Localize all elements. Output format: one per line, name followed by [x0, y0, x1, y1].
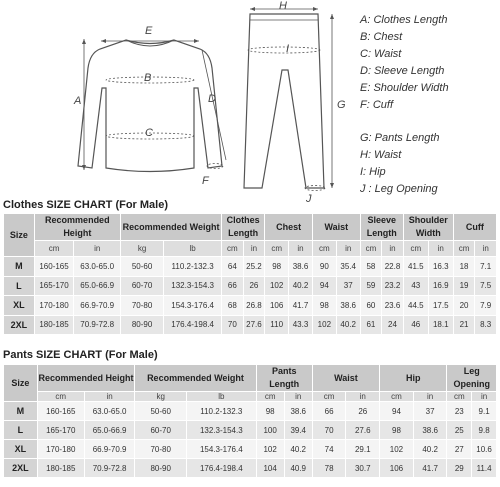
table-cell: 60-70: [120, 276, 163, 296]
size-label: XL: [4, 296, 35, 316]
legend-item: H: Waist: [360, 149, 402, 161]
unit-header: in: [428, 241, 453, 257]
legend-item: F: Cuff: [360, 99, 394, 111]
table-cell: 41.7: [413, 459, 447, 478]
table-cell: 98: [380, 421, 414, 440]
size-label: L: [4, 276, 35, 296]
table-cell: 165-170: [37, 421, 84, 440]
unit-header: in: [382, 241, 404, 257]
label-h: H: [279, 0, 287, 12]
table-cell: 23.2: [382, 276, 404, 296]
label-i: I: [286, 43, 290, 55]
table-cell: 110.2-132.3: [164, 257, 222, 277]
header-cuff: Cuff: [453, 214, 496, 241]
table-cell: 102: [312, 315, 336, 335]
header-size: Size: [4, 365, 38, 402]
pants-outline: [244, 14, 324, 188]
table-cell: 40.9: [284, 459, 312, 478]
legend-item: C: Waist: [360, 48, 402, 60]
legend-item: G: Pants Length: [360, 132, 440, 144]
unit-header: in: [243, 241, 265, 257]
unit-header: in: [336, 241, 360, 257]
table-cell: 70: [312, 421, 346, 440]
table-cell: 94: [380, 402, 414, 421]
table-cell: 78: [312, 459, 346, 478]
table-cell: 63.0-65.0: [74, 257, 121, 277]
table-cell: 35.4: [336, 257, 360, 277]
table-cell: 66: [312, 402, 346, 421]
table-cell: 38.6: [336, 296, 360, 316]
legend-item: B: Chest: [360, 31, 403, 43]
table-cell: 64: [222, 257, 244, 277]
table-cell: 26: [346, 402, 380, 421]
pants-size-table: [3, 364, 497, 478]
table-cell: 160-165: [34, 257, 74, 277]
table-cell: 154.3-176.4: [187, 440, 257, 459]
table-cell: 27.6: [243, 315, 265, 335]
table-cell: 70: [222, 315, 244, 335]
size-label: 2XL: [4, 315, 35, 335]
unit-header: cm: [312, 392, 346, 402]
table-row: [4, 459, 497, 478]
table-cell: 94: [312, 276, 336, 296]
label-a: A: [74, 95, 82, 107]
table-cell: 38.6: [284, 402, 312, 421]
table-cell: 170-180: [37, 440, 84, 459]
table-cell: 27: [447, 440, 472, 459]
table-row: [4, 315, 497, 335]
unit-header: cm: [37, 392, 84, 402]
legend-item: E: Shoulder Width: [360, 82, 449, 94]
table-cell: 63.0-65.0: [84, 402, 135, 421]
table-cell: 16.3: [428, 257, 453, 277]
label-c: C: [145, 127, 153, 139]
size-label: M: [4, 402, 38, 421]
table-cell: 102: [256, 440, 284, 459]
unit-header: in: [413, 392, 447, 402]
table-cell: 74: [312, 440, 346, 459]
unit-header: in: [84, 392, 135, 402]
table-cell: 90: [312, 257, 336, 277]
table-cell: 98: [256, 402, 284, 421]
table-cell: 80-90: [120, 315, 163, 335]
pants-chart-title: Pants SIZE CHART (For Male): [3, 349, 158, 361]
table-cell: 29: [447, 459, 472, 478]
unit-header: in: [284, 392, 312, 402]
legend-item: D: Sleeve Length: [360, 65, 445, 77]
table-cell: 16.9: [428, 276, 453, 296]
table-cell: 7.9: [475, 296, 497, 316]
table-cell: 23: [447, 402, 472, 421]
unit-header: cm: [34, 241, 74, 257]
table-cell: 26: [243, 276, 265, 296]
table-cell: 102: [380, 440, 414, 459]
table-cell: 41.5: [403, 257, 428, 277]
table-cell: 160-165: [37, 402, 84, 421]
header-shoulder-width: Shoulder Width: [403, 214, 453, 241]
clothes-chart-title: Clothes SIZE CHART (For Male): [3, 199, 169, 211]
table-row: [4, 276, 497, 296]
unit-header: in: [472, 392, 497, 402]
table-cell: 66.9-70.9: [84, 440, 135, 459]
table-cell: 65.0-66.9: [84, 421, 135, 440]
header-pants-length: Pants Length: [256, 365, 312, 392]
table-cell: 180-185: [37, 459, 84, 478]
table-cell: 11.4: [472, 459, 497, 478]
unit-header: cm: [312, 241, 336, 257]
table-cell: 26.8: [243, 296, 265, 316]
table-cell: 39.4: [284, 421, 312, 440]
label-b: B: [144, 72, 152, 84]
table-cell: 132.3-154.3: [164, 276, 222, 296]
unit-header: lb: [164, 241, 222, 257]
table-cell: 7.1: [475, 257, 497, 277]
header-waist: Waist: [312, 214, 360, 241]
table-cell: 23.6: [382, 296, 404, 316]
size-label: L: [4, 421, 38, 440]
table-cell: 70.9-72.8: [74, 315, 121, 335]
legend-item: J : Leg Opening: [360, 183, 438, 195]
table-cell: 106: [265, 296, 289, 316]
table-cell: 46: [403, 315, 428, 335]
legend-gap: [360, 114, 500, 130]
header-hip: Hip: [380, 365, 447, 392]
table-cell: 68: [222, 296, 244, 316]
table-cell: 70.9-72.8: [84, 459, 135, 478]
table-cell: 22.8: [382, 257, 404, 277]
table-cell: 59: [360, 276, 382, 296]
unit-header: lb: [187, 392, 257, 402]
table-cell: 19: [453, 276, 475, 296]
label-f: F: [202, 175, 209, 187]
header-size: Size: [4, 214, 35, 257]
table-cell: 176.4-198.4: [164, 315, 222, 335]
header-recommended-height: Recommended Height: [37, 365, 135, 392]
table-cell: 29.1: [346, 440, 380, 459]
header-leg-opening: Leg Opening: [447, 365, 497, 392]
table-cell: 50-60: [120, 257, 163, 277]
label-j: J: [306, 193, 312, 205]
table-row: [4, 257, 497, 277]
legend-item: A: Clothes Length: [360, 14, 448, 26]
table-cell: 44.5: [403, 296, 428, 316]
table-cell: 27.6: [346, 421, 380, 440]
table-cell: 66.9-70.9: [74, 296, 121, 316]
table-cell: 66: [222, 276, 244, 296]
unit-header: cm: [380, 392, 414, 402]
header-clothes-length: Clothes Length: [222, 214, 265, 241]
size-label: M: [4, 257, 35, 277]
table-cell: 38.6: [413, 421, 447, 440]
table-cell: 65.0-66.9: [74, 276, 121, 296]
table-row: [4, 296, 497, 316]
table-cell: 9.8: [472, 421, 497, 440]
unit-header: cm: [453, 241, 475, 257]
table-cell: 20: [453, 296, 475, 316]
table-cell: 38.6: [289, 257, 313, 277]
table-row: [4, 421, 497, 440]
clothes-size-table: [3, 213, 497, 335]
table-row: [4, 402, 497, 421]
header-recommended-weight: Recommended Weight: [120, 214, 221, 241]
table-cell: 80-90: [135, 459, 187, 478]
size-label: XL: [4, 440, 38, 459]
label-e: E: [145, 25, 153, 37]
unit-header: in: [346, 392, 380, 402]
shirt-outline: [78, 40, 222, 172]
table-cell: 43: [403, 276, 428, 296]
table-cell: 50-60: [135, 402, 187, 421]
table-cell: 165-170: [34, 276, 74, 296]
table-cell: 110: [265, 315, 289, 335]
size-label: 2XL: [4, 459, 38, 478]
table-cell: 40.2: [336, 315, 360, 335]
table-cell: 106: [380, 459, 414, 478]
table-cell: 43.3: [289, 315, 313, 335]
table-cell: 61: [360, 315, 382, 335]
table-cell: 18: [453, 257, 475, 277]
table-cell: 98: [312, 296, 336, 316]
table-cell: 176.4-198.4: [187, 459, 257, 478]
table-cell: 24: [382, 315, 404, 335]
table-cell: 180-185: [34, 315, 74, 335]
header-recommended-height: Recommended Height: [34, 214, 120, 241]
table-cell: 60-70: [135, 421, 187, 440]
unit-header: kg: [120, 241, 163, 257]
table-cell: 37: [413, 402, 447, 421]
table-cell: 70-80: [135, 440, 187, 459]
table-cell: 40.2: [413, 440, 447, 459]
table-cell: 132.3-154.3: [187, 421, 257, 440]
label-g: G: [337, 99, 346, 111]
header-sleeve-length: Sleeve Length: [360, 214, 403, 241]
table-cell: 110.2-132.3: [187, 402, 257, 421]
header-chest: Chest: [265, 214, 313, 241]
table-cell: 37: [336, 276, 360, 296]
unit-header: cm: [222, 241, 244, 257]
table-cell: 7.5: [475, 276, 497, 296]
header-recommended-weight: Recommended Weight: [135, 365, 256, 392]
table-cell: 17.5: [428, 296, 453, 316]
table-cell: 100: [256, 421, 284, 440]
unit-header: kg: [135, 392, 187, 402]
table-cell: 40.2: [284, 440, 312, 459]
table-cell: 25: [447, 421, 472, 440]
unit-header: cm: [403, 241, 428, 257]
label-d: D: [208, 93, 216, 105]
header-waist: Waist: [312, 365, 379, 392]
table-cell: 70-80: [120, 296, 163, 316]
unit-header: cm: [265, 241, 289, 257]
table-cell: 25.2: [243, 257, 265, 277]
table-cell: 10.6: [472, 440, 497, 459]
unit-header: in: [74, 241, 121, 257]
unit-header: cm: [447, 392, 472, 402]
table-cell: 40.2: [289, 276, 313, 296]
table-cell: 60: [360, 296, 382, 316]
table-cell: 58: [360, 257, 382, 277]
table-cell: 98: [265, 257, 289, 277]
table-cell: 9.1: [472, 402, 497, 421]
table-cell: 18.1: [428, 315, 453, 335]
unit-header: in: [475, 241, 497, 257]
table-cell: 170-180: [34, 296, 74, 316]
table-cell: 104: [256, 459, 284, 478]
table-cell: 102: [265, 276, 289, 296]
table-row: [4, 440, 497, 459]
table-cell: 154.3-176.4: [164, 296, 222, 316]
table-cell: 41.7: [289, 296, 313, 316]
unit-header: cm: [256, 392, 284, 402]
legend-item: I: Hip: [360, 166, 386, 178]
table-cell: 21: [453, 315, 475, 335]
measurement-legend: [360, 12, 500, 198]
table-cell: 30.7: [346, 459, 380, 478]
unit-header: in: [289, 241, 313, 257]
unit-header: cm: [360, 241, 382, 257]
table-cell: 8.3: [475, 315, 497, 335]
